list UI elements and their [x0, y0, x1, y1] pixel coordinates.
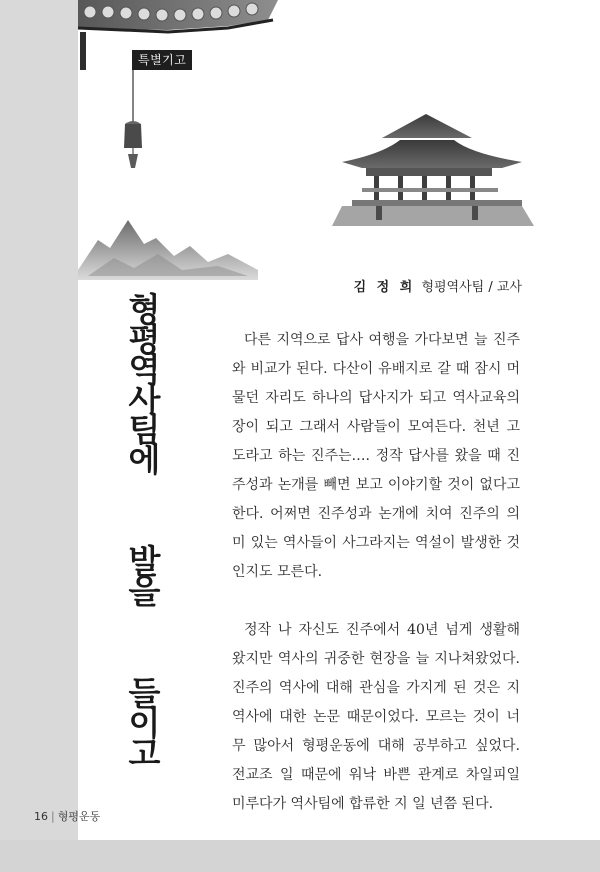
wind-bell-icon	[118, 60, 148, 170]
publication-name: 형평운동	[57, 810, 101, 823]
author-byline	[354, 276, 522, 295]
section-tag: 특별기고	[132, 50, 192, 70]
bottom-margin	[0, 840, 600, 872]
footer-separator: |	[51, 810, 55, 823]
page-footer	[34, 808, 100, 824]
page-number: 16	[34, 810, 48, 823]
article-title: 형평역사팀에 발을 들이고	[123, 292, 162, 766]
author-name: 김 정 희	[353, 280, 416, 295]
body-paragraph: 다른 지역으로 답사 여행을 가다보면 늘 진주와 비교가 된다. 다산이 유배지로 갈 때 잠시 머물던 자리도 하나의 답사지가 되고 역사교육의 장이 되고 그래서 사람들이 모여든다. 천년 고도라고 하는 진주는…. 정작 답사를 왔을 때 진주성과 논개를 빼면 보고 이야기할 것이 없다고 한다. 어쩌면 진주성과 논개에 치여 진주의 의미 있는 역사들이 사그라지는 역설이 발생한 것인지도 모른다.	[232, 332, 520, 580]
body-paragraph: 정작 나 자신도 진주에서 40년 넘게 생활해 왔지만 역사의 귀중한 현장을 늘 지나쳐왔었다. 진주의 역사에 대해 관심을 가지게 된 것은 지역사에 대한 논문 때문이었다. 모르는 것이 너무 많아서 형평운동에 대해 공부하고 싶었다. 전교조 일 때문에 워낙 바쁜 관계로 차일피일 미루다가 역사팀에 합류한 지 일 년쯤 된다.	[232, 622, 520, 812]
ink-mountains-illustration	[78, 210, 258, 280]
article-body	[232, 326, 520, 819]
pavilion-illustration	[322, 108, 534, 226]
author-affiliation: 형평역사팀 / 교사	[421, 280, 522, 295]
